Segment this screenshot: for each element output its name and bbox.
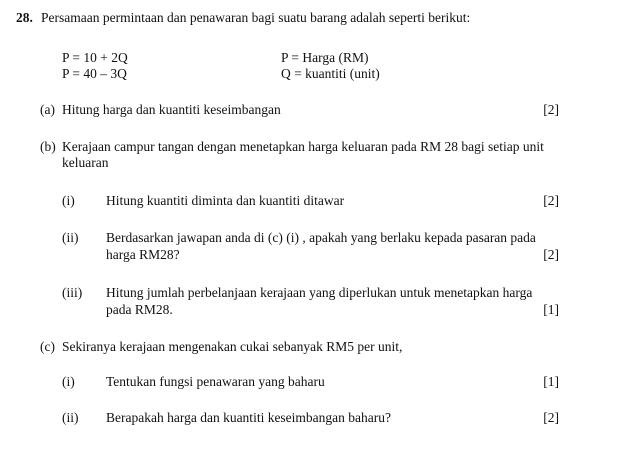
part-c-text: Sekiranya kerajaan mengenakan cukai sebanyak RM5 per unit, [62,339,403,354]
part-b-ii-marks: [2] [543,247,559,262]
quantity-definition: Q = kuantiti (unit) [281,66,380,81]
part-c-ii-label: (ii) [62,410,79,425]
part-b-label: (b) [40,139,56,154]
part-c-i-label: (i) [62,374,75,389]
part-a-marks: [2] [543,102,559,117]
supply-equation: P = 40 – 3Q [62,66,127,81]
part-b-text-line2: keluaran [62,155,109,170]
part-c-ii-text: Berapakah harga dan kuantiti keseimbangan baharu? [106,410,392,425]
part-b-i-marks: [2] [543,193,559,208]
part-b-i-label: (i) [62,193,75,208]
part-a-text: Hitung harga dan kuantiti keseimbangan [62,102,281,117]
price-definition: P = Harga (RM) [281,50,369,65]
question-stem: Persamaan permintaan dan penawaran bagi suatu barang adalah seperti berikut: [41,10,471,25]
part-c-label: (c) [40,339,55,354]
part-b-iii-text-line2: pada RM28. [106,302,173,317]
part-b-iii-label: (iii) [62,285,83,300]
part-c-i-text: Tentukan fungsi penawaran yang baharu [106,374,325,389]
part-c-ii-marks: [2] [543,410,559,425]
question-number: 28. [16,10,33,25]
part-b-i-text: Hitung kuantiti diminta dan kuantiti ditawar [106,193,345,208]
part-b-iii-text-line1: Hitung jumlah perbelanjaan kerajaan yang diperlukan untuk menetapkan harga [106,285,533,300]
part-b-text-line1: Kerajaan campur tangan dengan menetapkan harga keluaran pada RM 28 bagi setiap unit [62,139,544,154]
part-b-iii-marks: [1] [543,302,559,317]
part-b-ii-text-line1: Berdasarkan jawapan anda di (c) (i) , apakah yang berlaku kepada pasaran pada [106,230,536,245]
part-b-ii-text-line2: harga RM28? [106,247,180,262]
part-c-i-marks: [1] [543,374,559,389]
demand-equation: P = 10 + 2Q [62,50,128,65]
part-b-ii-label: (ii) [62,230,79,245]
part-a-label: (a) [40,102,55,117]
